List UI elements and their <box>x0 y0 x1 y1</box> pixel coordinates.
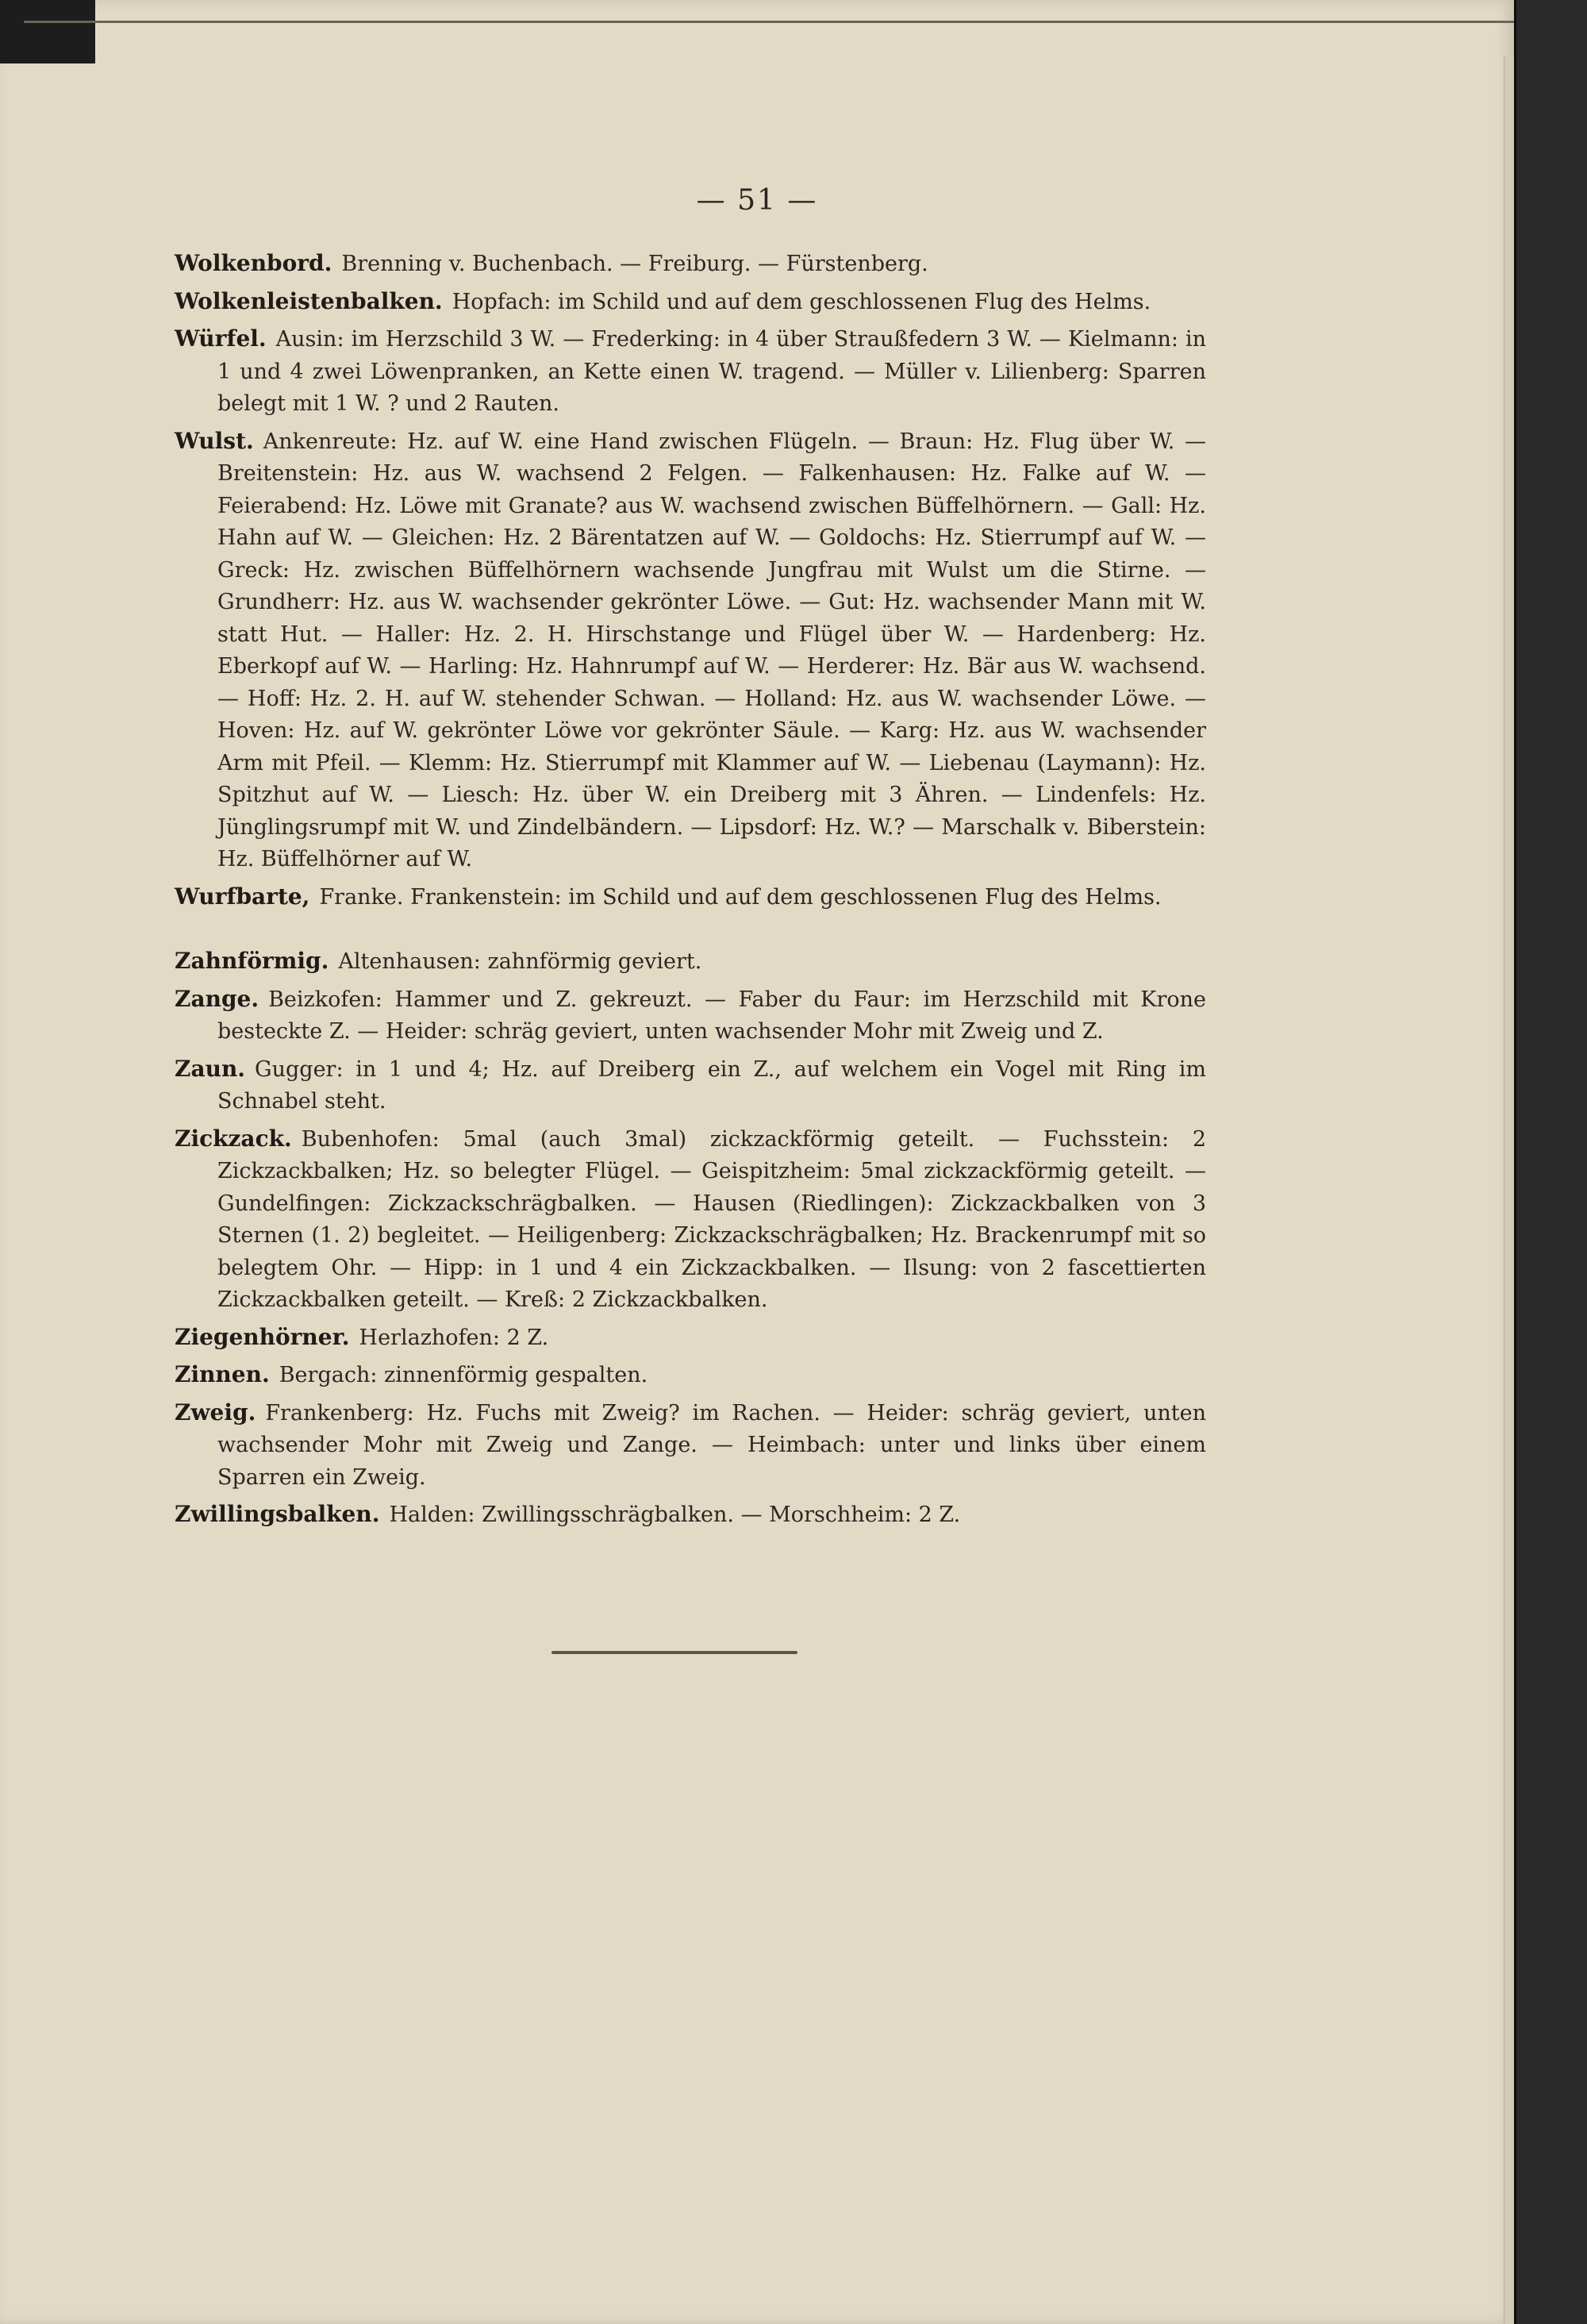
entry-text: Frankenberg: Hz. Fuchs mit Zweig? im Rachen. — Heider: schräg geviert, unten wachsender Mohr mit Zweig und Zange. — Heimbach: unter und links über einem Sparren ein Zweig. <box>217 1400 1206 1490</box>
entry-text: Herlazhofen: 2 Z. <box>359 1325 549 1350</box>
entry-headword: Zwillingsbalken. <box>175 1501 380 1527</box>
entry-text: Bubenhofen: 5mal (auch 3mal) zickzackförmig geteilt. — Fuchsstein: 2 Zickzackbalken; Hz. so belegter Flügel. — Geispitzheim: 5mal zickzackförmig geteilt. — Gundelfingen: Zickzackschrägbalken. — Hausen (Riedlingen): Zickzackbalken von 3 Sternen (1. 2) begleitet. — Heiligenberg: Zickzackschrägbalken; Hz. Brackenrumpf mit so belegtem Ohr. — Hipp: in 1 und 4 ein Zickzackbalken. — Ilsung: von 2 fascettierten Zickzackbalken geteilt. — Kreß: 2 Zickzackbalken. <box>217 1126 1206 1312</box>
page-number: — 51 — <box>696 184 818 217</box>
entry <box>175 323 1206 421</box>
entry-headword: Würfel. <box>175 325 267 352</box>
entry <box>175 1322 1206 1355</box>
entry-headword: Wolkenbord. <box>175 250 332 276</box>
entry-headword: Zahnförmig. <box>175 948 329 974</box>
entry <box>175 248 1206 281</box>
entry-headword: Wolkenleistenbalken. <box>175 287 443 314</box>
entry-text: Ausin: im Herzschild 3 W. — Frederking: in 4 über Straußfedern 3 W. — Kielmann: in 1 und 4 zwei Löwenpranken, an Kette einen W. tragend. — Müller v. Lilienberg: Sparren belegt mit 1 W. ? und 2 Rauten. <box>217 327 1206 416</box>
entry-headword: Zweig. <box>175 1399 256 1426</box>
entry-headword: Wurfbarte, <box>175 883 310 910</box>
entry-text: Brenning v. Buchenbach. — Freiburg. — Fürstenberg. <box>341 252 928 276</box>
dictionary-text-block <box>175 248 1206 1532</box>
entry <box>175 1123 1206 1317</box>
entry <box>175 945 1206 979</box>
entry <box>175 1499 1206 1532</box>
entry-text: Franke. Frankenstein: im Schild und auf dem geschlossenen Flug des Helms. <box>319 884 1162 910</box>
entry-headword: Zange. <box>175 985 259 1012</box>
top-edge-rule <box>24 21 1516 23</box>
entry-headword: Zaun. <box>175 1055 246 1082</box>
entry-text: Halden: Zwillingsschrägbalken. — Morschheim: 2 Z. <box>389 1503 961 1527</box>
entry <box>175 425 1206 876</box>
scan-corner-shadow <box>0 0 95 63</box>
entry-text: Gugger: in 1 und 4; Hz. auf Dreiberg ein Z., auf welchem ein Vogel mit Ring im Schnabel steht. <box>217 1056 1206 1114</box>
entry-text: Bergach: zinnenförmig gespalten. <box>279 1363 648 1387</box>
entry-text: Ankenreute: Hz. auf W. eine Hand zwischen Flügeln. — Braun: Hz. Flug über W. — Breitenstein: Hz. aus W. wachsend 2 Felgen. — Falkenhausen: Hz. Falke auf W. — Feierabend: Hz. Löwe mit Granate? aus W. wachsend zwischen Büffelhörnern. — Gall: Hz. Hahn auf W. — Gleichen: Hz. 2 Bärentatzen auf W. — Goldochs: Hz. Stierrumpf auf W. — Greck: Hz. zwischen Büffelhörnern wachsende Jungfrau mit Wulst um die Stirne. — Grundherr: Hz. aus W. wachsender gekrönter Löwe. — Gut: Hz. wachsender Mann mit W. statt Hut. — Haller: Hz. 2. H. Hirschstange und Flügel über W. — Hardenberg: Hz. Eberkopf auf W. — Harling: Hz. Hahnrumpf auf W. — Herderer: Hz. Bär aus W. wachsend. — Hoff: Hz. 2. H. auf W. stehender Schwan. — Holland: Hz. aus W. wachsender Löwe. — Hoven: Hz. auf W. gekrönter Löwe vor gekrönter Säule. — Karg: Hz. aus W. wachsender Arm mit Pfeil. — Klemm: Hz. Stierrumpf mit Klammer auf W. — Liebenau (Laymann): Hz. Spitzhut auf W. — Liesch: Hz. über W. ein Dreiberg mit 3 Ähren. — Lindenfels: Hz. Jünglingsrumpf mit W. und Zindelbändern. — Lipsdorf: Hz. W.? — Marschalk v. Biberstein: Hz. Büffelhörner auf W. <box>217 429 1206 872</box>
entry-headword: Ziegenhörner. <box>175 1323 350 1350</box>
entry-text: Altenhausen: zahnförmig geviert. <box>338 949 702 974</box>
book-binding <box>1514 0 1587 2324</box>
entry <box>175 983 1206 1048</box>
entry <box>175 286 1206 319</box>
entry <box>175 1397 1206 1495</box>
end-of-section-rule <box>551 1651 797 1654</box>
entry-headword: Wulst. <box>175 427 254 454</box>
entry-text: Hopfach: im Schild und auf dem geschlossenen Flug des Helms. <box>452 289 1151 314</box>
entry-text: Beizkofen: Hammer und Z. gekreuzt. — Faber du Faur: im Herzschild mit Krone besteckte Z. — Heider: schräg geviert, unten wachsender Mohr mit Zweig und Z. <box>217 987 1206 1044</box>
entry-headword: Zinnen. <box>175 1361 270 1387</box>
entry-headword: Zickzack. <box>175 1125 292 1152</box>
page-edge <box>1504 56 1515 2324</box>
entry <box>175 881 1206 914</box>
entry <box>175 1359 1206 1392</box>
entry <box>175 1053 1206 1118</box>
